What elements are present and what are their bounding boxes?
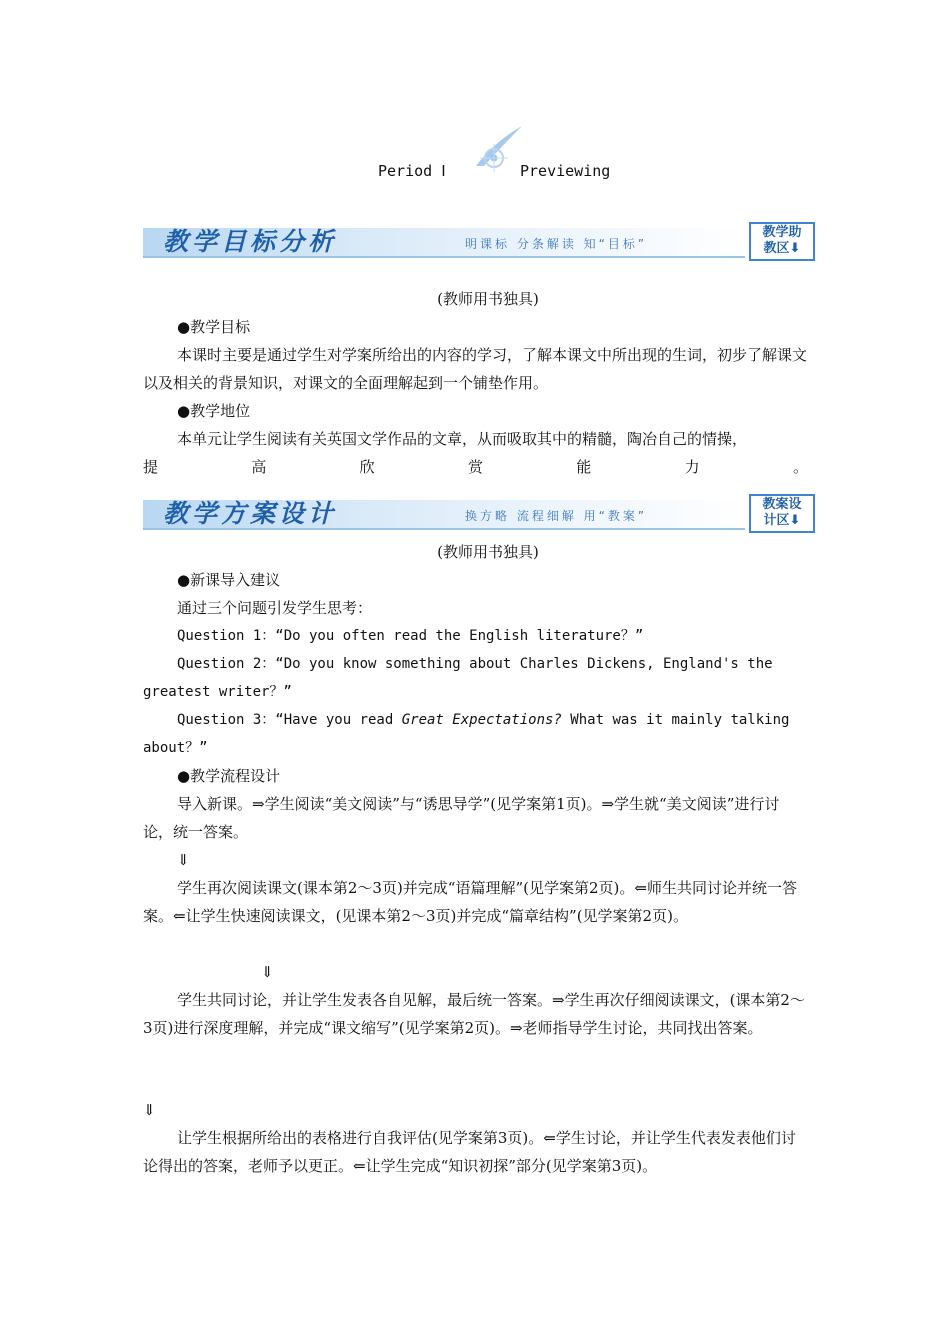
down-arrow-icon: ⇓ — [261, 963, 274, 981]
question-3-pre: Question 3：“Have you read — [177, 712, 402, 728]
spread-char: 赏 — [467, 458, 483, 476]
period-label: Period Ⅰ — [378, 162, 446, 180]
heading-teaching-goals: ●教学目标 — [177, 318, 251, 336]
question-3-line2: about？” — [143, 740, 208, 756]
question-1: Question 1：“Do you often read the English literature？” — [177, 628, 644, 644]
question-3-post: What was it mainly talking — [561, 712, 790, 728]
paragraph-teaching-position-end — [143, 453, 808, 481]
banner-tag — [749, 494, 815, 533]
question-3-line1 — [143, 706, 842, 734]
lead-in-intro: 通过三个问题引发学生思考： — [177, 599, 373, 617]
teacher-note: (教师用书独具) — [437, 290, 539, 308]
down-arrow-icon: ⇓ — [177, 851, 190, 869]
banner-tag — [749, 222, 815, 261]
banner-tag-line2: 计区⬇ — [763, 513, 801, 528]
spread-char: 欣 — [359, 458, 375, 476]
spread-char: 提 — [143, 458, 159, 476]
heading-lead-in: ●新课导入建议 — [177, 571, 281, 589]
spread-char: 能 — [576, 458, 592, 476]
section-banner-objectives — [143, 222, 815, 260]
heading-teaching-position: ●教学地位 — [177, 402, 251, 420]
banner-tag-line1: 教案设 — [762, 497, 802, 512]
question-2-line2: greatest writer？” — [143, 684, 292, 700]
period-title: Previewing — [520, 162, 611, 180]
banner-title: 教学目标分析 — [163, 227, 338, 256]
flow-step-1: 导入新课。⇒学生阅读“美文阅读”与“诱思导学”(见学案第1页)。⇒学生就“美文阅读”进行讨论，统一答案。 — [143, 795, 780, 841]
period-heading — [0, 160, 950, 186]
banner-tag-line2: 教区⬇ — [763, 241, 801, 256]
banner-tag-line1: 教学助 — [762, 225, 802, 240]
flow-step-4: 让学生根据所给出的表格进行自我评估(见学案第3页)。⇐学生讨论，并让学生代表发表他们讨论得出的答案，老师予以更正。⇐让学生完成“知识初探”部分(见学案第3页)。 — [143, 1129, 796, 1175]
spread-char: 高 — [251, 458, 267, 476]
banner-slogan: 换方略 流程细解 用“教案” — [465, 509, 648, 523]
banner-title: 教学方案设计 — [163, 499, 338, 528]
spread-char: 力 — [684, 458, 700, 476]
teacher-note: (教师用书独具) — [437, 543, 539, 561]
banner-slogan: 明课标 分条解读 知“目标” — [465, 237, 648, 251]
down-arrow-icon: ⇓ — [143, 1101, 156, 1119]
flow-step-2: 学生再次阅读课文(课本第2～3页)并完成“语篇理解”(见学案第2页)。⇐师生共同讨论并统一答案。⇐让学生快速阅读课文，(见课本第2～3页)并完成“篇章结构”(见学案第2页)。 — [143, 879, 797, 925]
paragraph-teaching-position: 本单元让学生阅读有关英国文学作品的文章，从而吸取其中的精髓，陶冶自己的情操， — [177, 430, 748, 448]
section-banner-plan — [143, 494, 815, 532]
heading-process: ●教学流程设计 — [177, 767, 281, 785]
flow-step-3: 学生共同讨论，并让学生发表各自见解，最后统一答案。⇒学生再次仔细阅读课文，(课本第2～3页)进行深度理解，并完成“课文缩写”(见学案第2页)。⇒老师指导学生讨论，共同找出答案。 — [143, 991, 805, 1037]
question-3-book-title: Great Expectations? — [401, 712, 562, 728]
paragraph-teaching-goals: 本课时主要是通过学生对学案所给出的内容的学习，了解本课文中所出现的生词，初步了解课文以及相关的背景知识，对课文的全面理解起到一个铺垫作用。 — [143, 346, 808, 392]
question-2-line1: Question 2：“Do you know something about Charles Dickens, England's the — [177, 656, 773, 672]
spread-char: 。 — [792, 458, 808, 476]
